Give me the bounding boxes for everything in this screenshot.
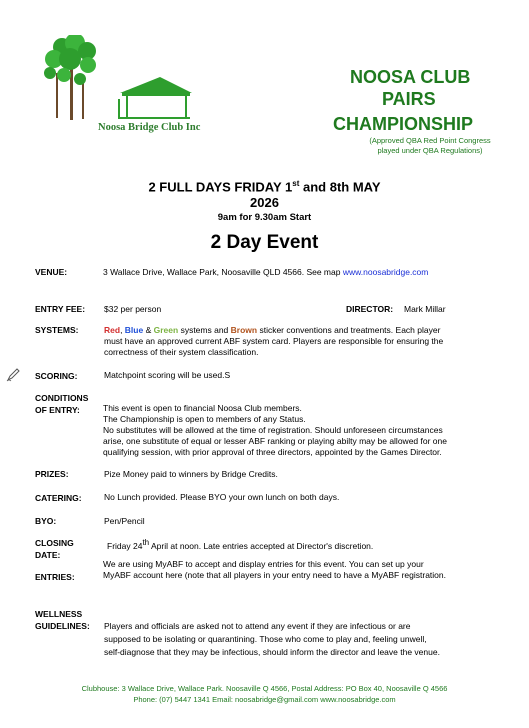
systems-label: SYSTEMS: (35, 325, 79, 335)
entry-fee-value: $32 per person (104, 304, 162, 314)
footer-contact: Phone: (07) 5447 1341 Email: noosabridge@gmail.com www.noosabridge.com (133, 695, 396, 704)
event-year: 2026 (250, 195, 279, 210)
venue-value: 3 Wallace Drive, Wallace Park, Noosaville QLD 4566. See map www.noosabridge.com (103, 267, 429, 277)
systems-value: Red, Blue & Green systems and Brown sticker conventions and treatments. Each player must have an approved current ABF system card. Players are responsible for ensuring the correctness of their system classification. (104, 325, 444, 357)
entries-label: ENTRIES: (35, 572, 75, 582)
catering-label: CATERING: (35, 493, 82, 503)
wellness-label: WELLNESS GUIDELINES: (35, 609, 90, 631)
byo-label: BYO: (35, 516, 57, 526)
scoring-value: Matchpoint scoring will be used.S (104, 370, 231, 380)
conditions-value: This event is open to financial Noosa Club members. The Championship is open to members of any Status. No substitutes will be allowed at the time of registration. Should unforeseen circumstances arise, one substitute of equal or lesser ABF ranking or playing abilty may be allowed for one qualifying session, with prior approval of three directors, appointed by the Games Director. (103, 403, 447, 457)
pencil-icon (6, 368, 20, 382)
title-line-3: CHAMPIONSHIP (333, 114, 474, 134)
conditions-label: CONDITIONS OF ENTRY: (35, 393, 89, 415)
closing-value: Friday 24th April at noon. Late entries accepted at Director's discretion. (107, 538, 374, 551)
prizes-value: Pize Money paid to winners by Bridge Credits. (104, 469, 278, 479)
entry-fee-label: ENTRY FEE: (35, 304, 86, 314)
byo-value: Pen/Pencil (104, 516, 145, 526)
club-logo (42, 35, 197, 135)
wellness-value: Players and officials are asked not to attend any event if they are infectious or are supposed to be isolating or quarantining. Those who come to play and, feeling unwell, self-diagnose that they may be infectious, should inform the director and leave the venue. (104, 621, 440, 657)
tree-icon (44, 35, 96, 120)
logo-text: Noosa Bridge Club Inc (98, 122, 201, 133)
event-dates: 2 FULL DAYS FRIDAY 1st and 8th MAY (148, 179, 381, 195)
title-line-1: NOOSA CLUB (350, 67, 471, 87)
entries-value: We are using MyABF to accept and display entries for this event. You can set up your MyABF account here (note that all players in your entry need to have a MyABF registration. (103, 559, 447, 580)
director-value: Mark Millar (404, 304, 446, 314)
prizes-label: PRIZES: (35, 469, 69, 479)
approval-note (355, 136, 505, 156)
event-type: 2 Day Event (210, 232, 319, 253)
closing-label: CLOSING DATE: (35, 538, 74, 560)
approval-note-line-2: played under QBA Regulations) (377, 146, 483, 155)
event-time: 9am for 9.30am Start (217, 212, 312, 223)
venue-label: VENUE: (35, 267, 68, 277)
director-label: DIRECTOR: (346, 304, 394, 314)
pavilion-icon (118, 77, 192, 119)
scoring-label: SCORING: (35, 371, 78, 381)
catering-value: No Lunch provided. Please BYO your own lunch on both days. (104, 492, 340, 502)
title-line-2: PAIRS (382, 89, 436, 109)
website-link[interactable]: www.noosabridge.com (342, 267, 429, 277)
footer-address: Clubhouse: 3 Wallace Drive, Wallace Park. Noosaville Q 4566, Postal Address: PO Box 40, Noosaville Q 4566 (81, 684, 448, 693)
approval-note-line-1: (Approved QBA Red Point Congress (369, 136, 491, 145)
